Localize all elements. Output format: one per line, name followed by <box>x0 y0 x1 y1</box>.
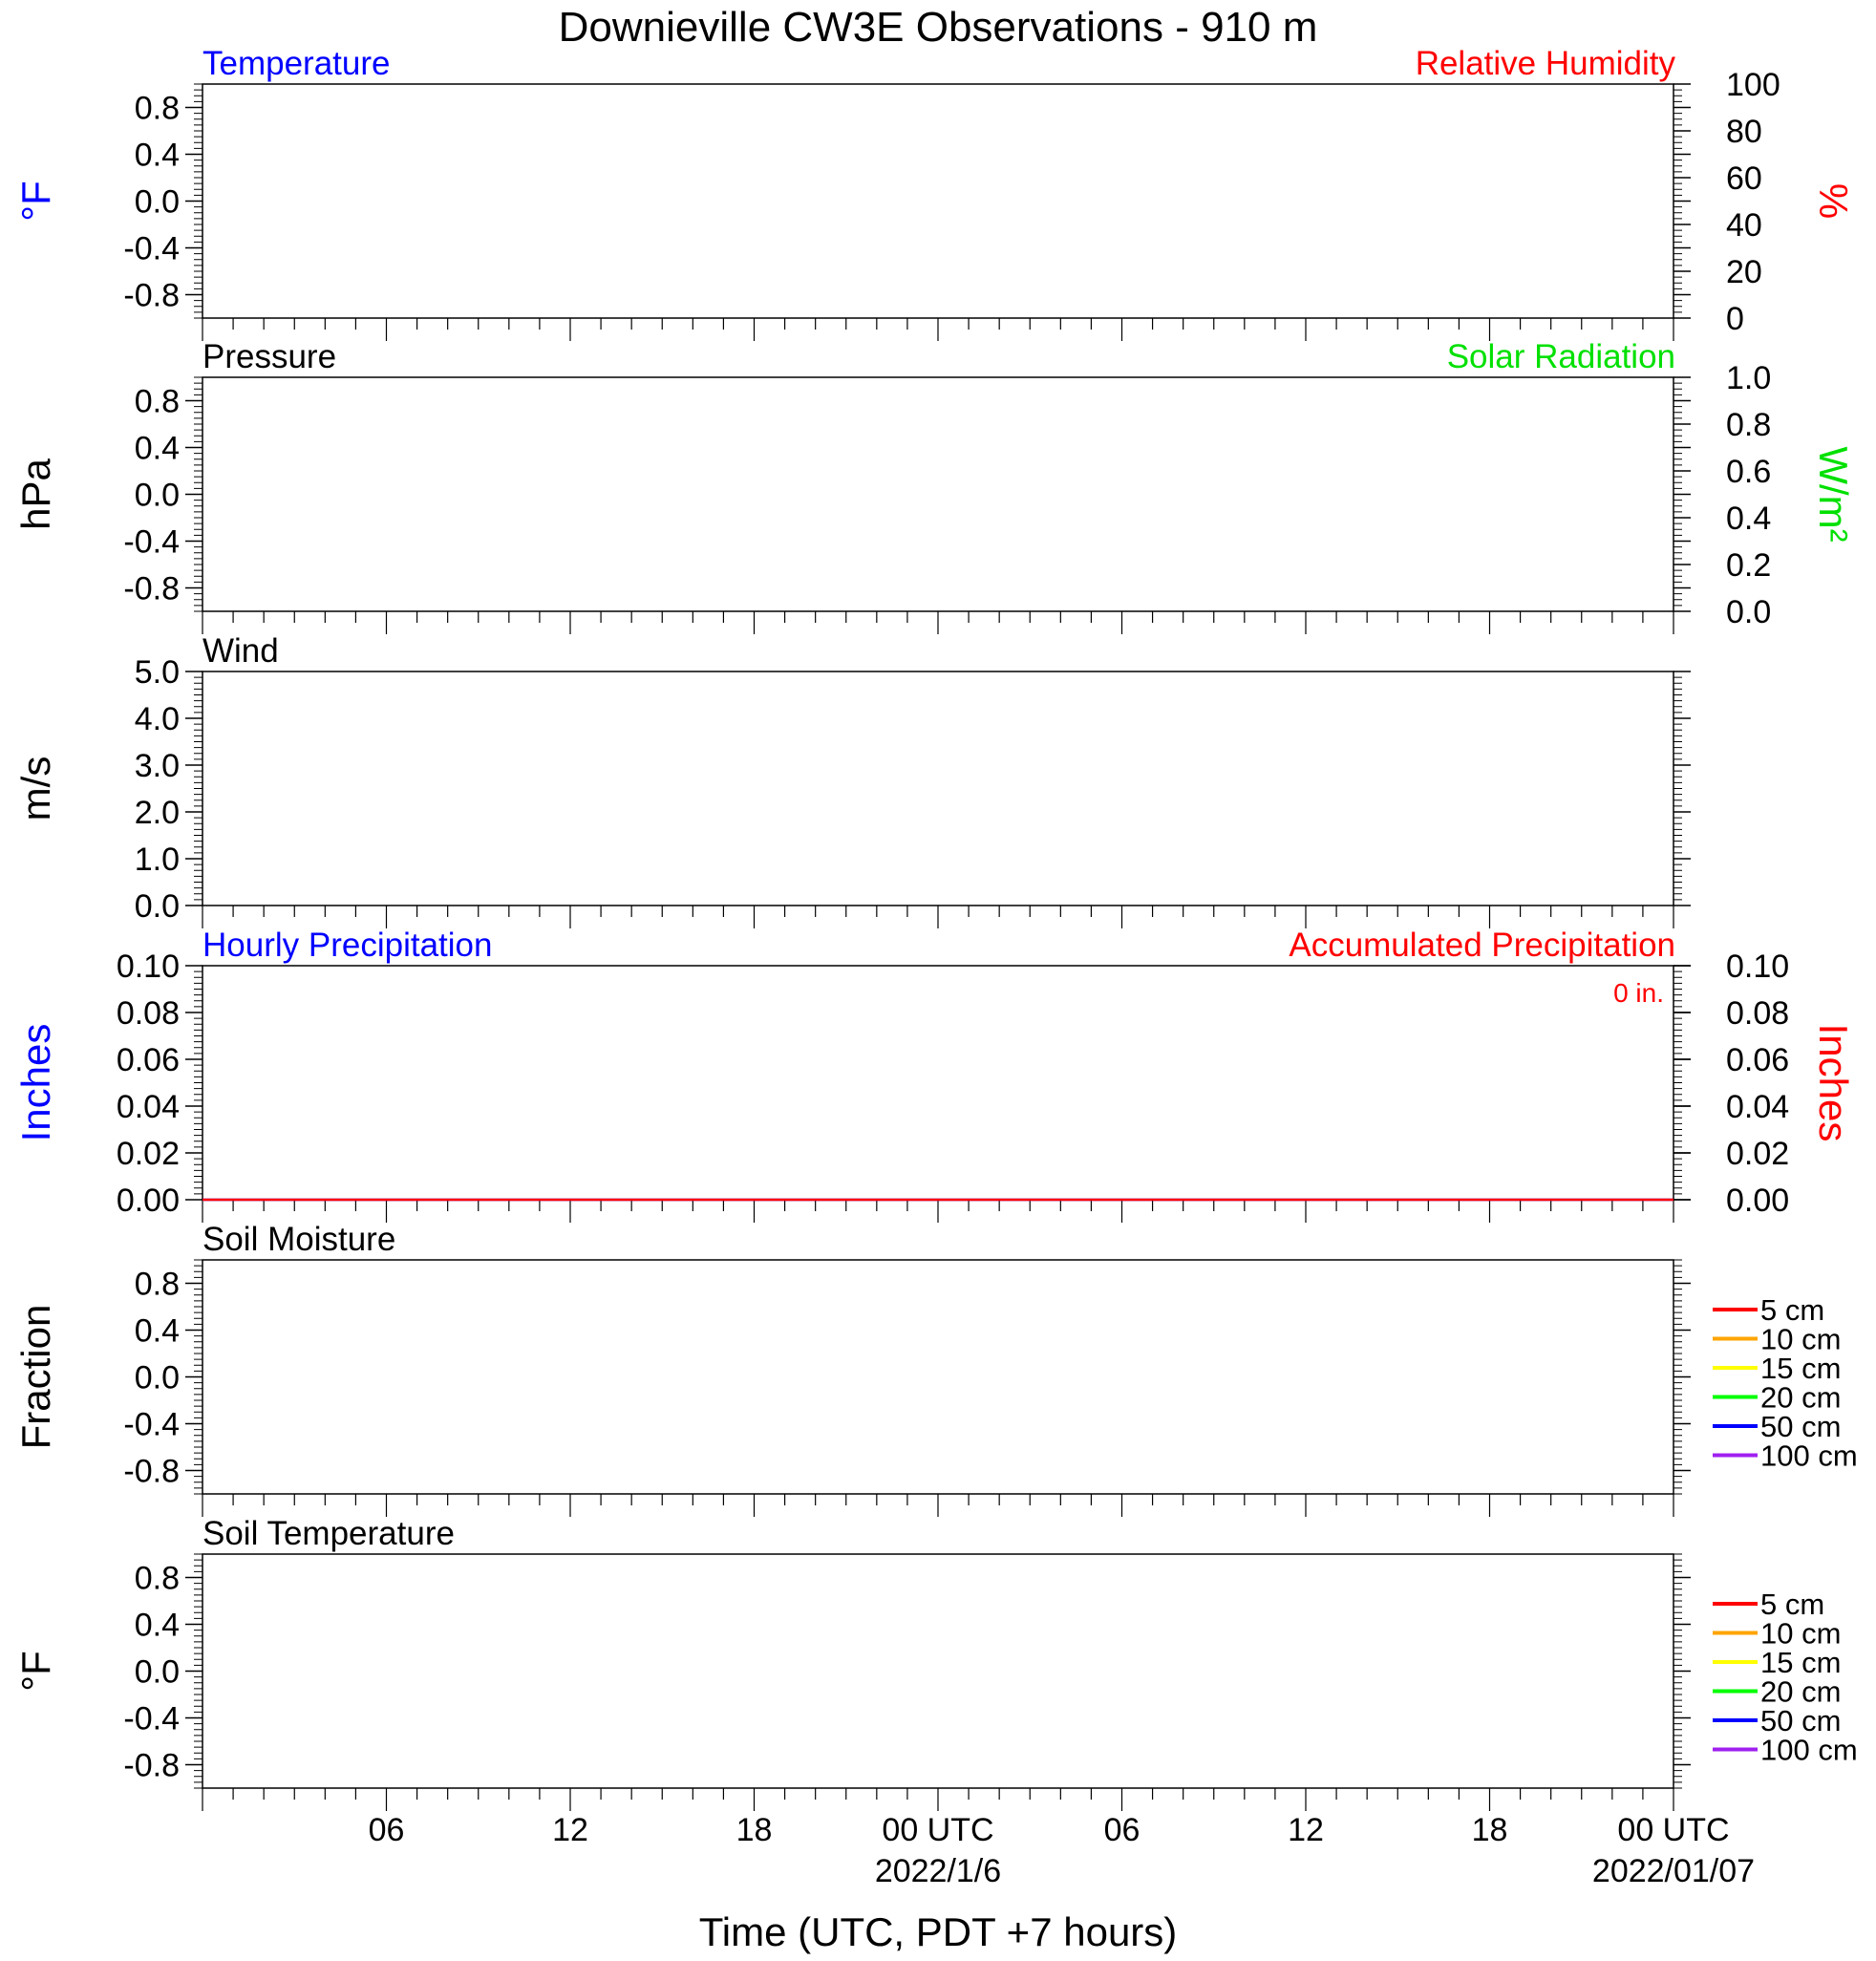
legend-label: 100 cm <box>1760 1439 1858 1473</box>
legend-label: 50 cm <box>1760 1410 1842 1443</box>
y-tick-label: 0.8 <box>134 1560 180 1597</box>
panel-title-left: Wind <box>203 632 279 670</box>
x-tick-label: 06 <box>368 1812 405 1848</box>
x-date-label: 2022/1/6 <box>874 1853 1002 1889</box>
panel-6 <box>13 1515 1858 1811</box>
plot-frame <box>203 1554 1673 1788</box>
x-date-label: 2022/01/07 <box>1591 1853 1756 1889</box>
panel-title-left: Soil Temperature <box>203 1515 455 1552</box>
x-tick-label: 12 <box>552 1812 588 1848</box>
y-axis-label: m/s <box>13 756 58 821</box>
legend-label: 15 cm <box>1760 1352 1842 1385</box>
y-tick-label: 5.0 <box>134 654 180 691</box>
panel-title-right: Relative Humidity <box>1415 45 1675 82</box>
y2-tick-label: 0.00 <box>1726 1183 1790 1219</box>
legend-label: 50 cm <box>1760 1704 1842 1737</box>
panel-5 <box>13 1221 1858 1517</box>
y2-tick-label: 0.06 <box>1726 1042 1790 1078</box>
plot-frame <box>203 966 1673 1200</box>
y2-tick-label: 100 <box>1726 67 1780 103</box>
y-tick-label: 0.8 <box>134 1266 180 1303</box>
y-tick-label: 0.4 <box>134 1607 180 1644</box>
legend-label: 10 cm <box>1760 1322 1842 1356</box>
y-tick-label: 0.8 <box>134 383 180 420</box>
y-tick-label: 0.00 <box>116 1183 180 1219</box>
plot-frame <box>203 377 1673 611</box>
y-axis-label: hPa <box>13 458 58 530</box>
plot-frame <box>203 1260 1673 1494</box>
panel-title-right: Accumulated Precipitation <box>1289 927 1675 964</box>
y2-tick-label: 60 <box>1726 160 1762 197</box>
y-tick-label: 0.06 <box>116 1042 180 1078</box>
y2-tick-label: 0.2 <box>1726 547 1772 584</box>
y-tick-label: 0.04 <box>116 1089 180 1125</box>
y2-tick-label: 20 <box>1726 254 1762 290</box>
x-tick-label: 00 UTC <box>882 1812 994 1848</box>
y2-tick-label: 0 <box>1726 301 1744 337</box>
y2-tick-label: 40 <box>1726 207 1762 244</box>
y2-tick-label: 0.02 <box>1726 1136 1790 1172</box>
legend-label: 20 cm <box>1760 1674 1842 1709</box>
y2-tick-label: 0.4 <box>1726 501 1772 537</box>
y-tick-label: -0.8 <box>123 1747 180 1784</box>
y-tick-label: 0.4 <box>134 430 180 467</box>
y-tick-label: 0.0 <box>134 477 180 514</box>
panel-title-left: Pressure <box>203 338 337 375</box>
y-tick-label: 0.0 <box>134 1653 180 1691</box>
panel-4 <box>13 927 1856 1223</box>
panels <box>13 45 1858 1889</box>
y-tick-label: 0.08 <box>116 995 180 1032</box>
panel-title-left: Temperature <box>203 45 391 82</box>
y-tick-label: 0.0 <box>134 888 180 925</box>
y2-tick-label: 0.6 <box>1726 454 1772 490</box>
legend-label: 5 cm <box>1760 1588 1825 1621</box>
y-tick-label: 0.02 <box>116 1136 180 1172</box>
y2-tick-label: 0.10 <box>1726 949 1790 985</box>
y2-tick-label: 0.8 <box>1726 407 1772 443</box>
y-tick-label: -0.4 <box>123 1700 180 1737</box>
panel-title-left: Soil Moisture <box>203 1221 396 1258</box>
panel-1 <box>13 45 1856 341</box>
y-tick-label: -0.4 <box>123 523 180 561</box>
y-tick-label: 0.0 <box>134 183 180 221</box>
y-tick-label: 2.0 <box>134 795 180 831</box>
legend-label: 20 cm <box>1760 1380 1842 1415</box>
legend-label: 5 cm <box>1760 1293 1825 1327</box>
y2-axis-label: W/m² <box>1811 446 1856 543</box>
plot-frame <box>203 671 1673 906</box>
x-axis-label: Time (UTC, PDT +7 hours) <box>698 1909 1178 1954</box>
x-tick-label: 18 <box>1471 1812 1508 1848</box>
y2-tick-label: 80 <box>1726 114 1762 150</box>
panel-2 <box>13 338 1856 634</box>
x-tick-label: 18 <box>735 1812 773 1848</box>
figure-title: Downieville CW3E Observations - 910 m <box>558 4 1318 51</box>
y-tick-label: -0.8 <box>123 277 180 314</box>
y2-tick-label: 0.04 <box>1726 1089 1790 1125</box>
y2-tick-label: 0.0 <box>1726 594 1772 630</box>
y-axis-label: Inches <box>13 1023 58 1142</box>
y-tick-label: 1.0 <box>134 842 180 878</box>
x-tick-label: 06 <box>1103 1812 1141 1848</box>
x-tick-label: 12 <box>1288 1812 1324 1848</box>
y-tick-label: 0.10 <box>116 949 180 985</box>
y-tick-label: 3.0 <box>134 748 180 784</box>
y2-axis-label: % <box>1811 182 1856 220</box>
panel-3 <box>13 632 1691 928</box>
y-axis-label: Fraction <box>13 1304 58 1450</box>
x-tick-label: 00 UTC <box>1617 1812 1730 1848</box>
panel-title-right: Solar Radiation <box>1446 338 1675 375</box>
y-tick-label: -0.8 <box>123 570 180 607</box>
y-tick-label: 0.8 <box>134 90 180 127</box>
plot-frame <box>203 84 1673 318</box>
legend-label: 15 cm <box>1760 1646 1842 1679</box>
y-axis-label: °F <box>13 1651 58 1692</box>
y-tick-label: 0.4 <box>134 137 180 174</box>
legend-label: 10 cm <box>1760 1616 1842 1651</box>
panel-title-left: Hourly Precipitation <box>203 927 493 964</box>
y-tick-label: -0.8 <box>123 1453 180 1490</box>
y-tick-label: 4.0 <box>134 701 180 737</box>
y2-tick-label: 0.08 <box>1726 995 1790 1032</box>
accumulated-total-label: 0 in. <box>1613 978 1664 1008</box>
y-tick-label: -0.4 <box>123 230 180 267</box>
y-axis-label: °F <box>13 181 58 222</box>
y-tick-label: -0.4 <box>123 1406 180 1443</box>
y-tick-label: 0.0 <box>134 1359 180 1396</box>
y2-tick-label: 1.0 <box>1726 360 1772 396</box>
y-tick-label: 0.4 <box>134 1312 180 1350</box>
y2-axis-label: Inches <box>1811 1023 1856 1142</box>
legend-label: 100 cm <box>1760 1733 1858 1767</box>
